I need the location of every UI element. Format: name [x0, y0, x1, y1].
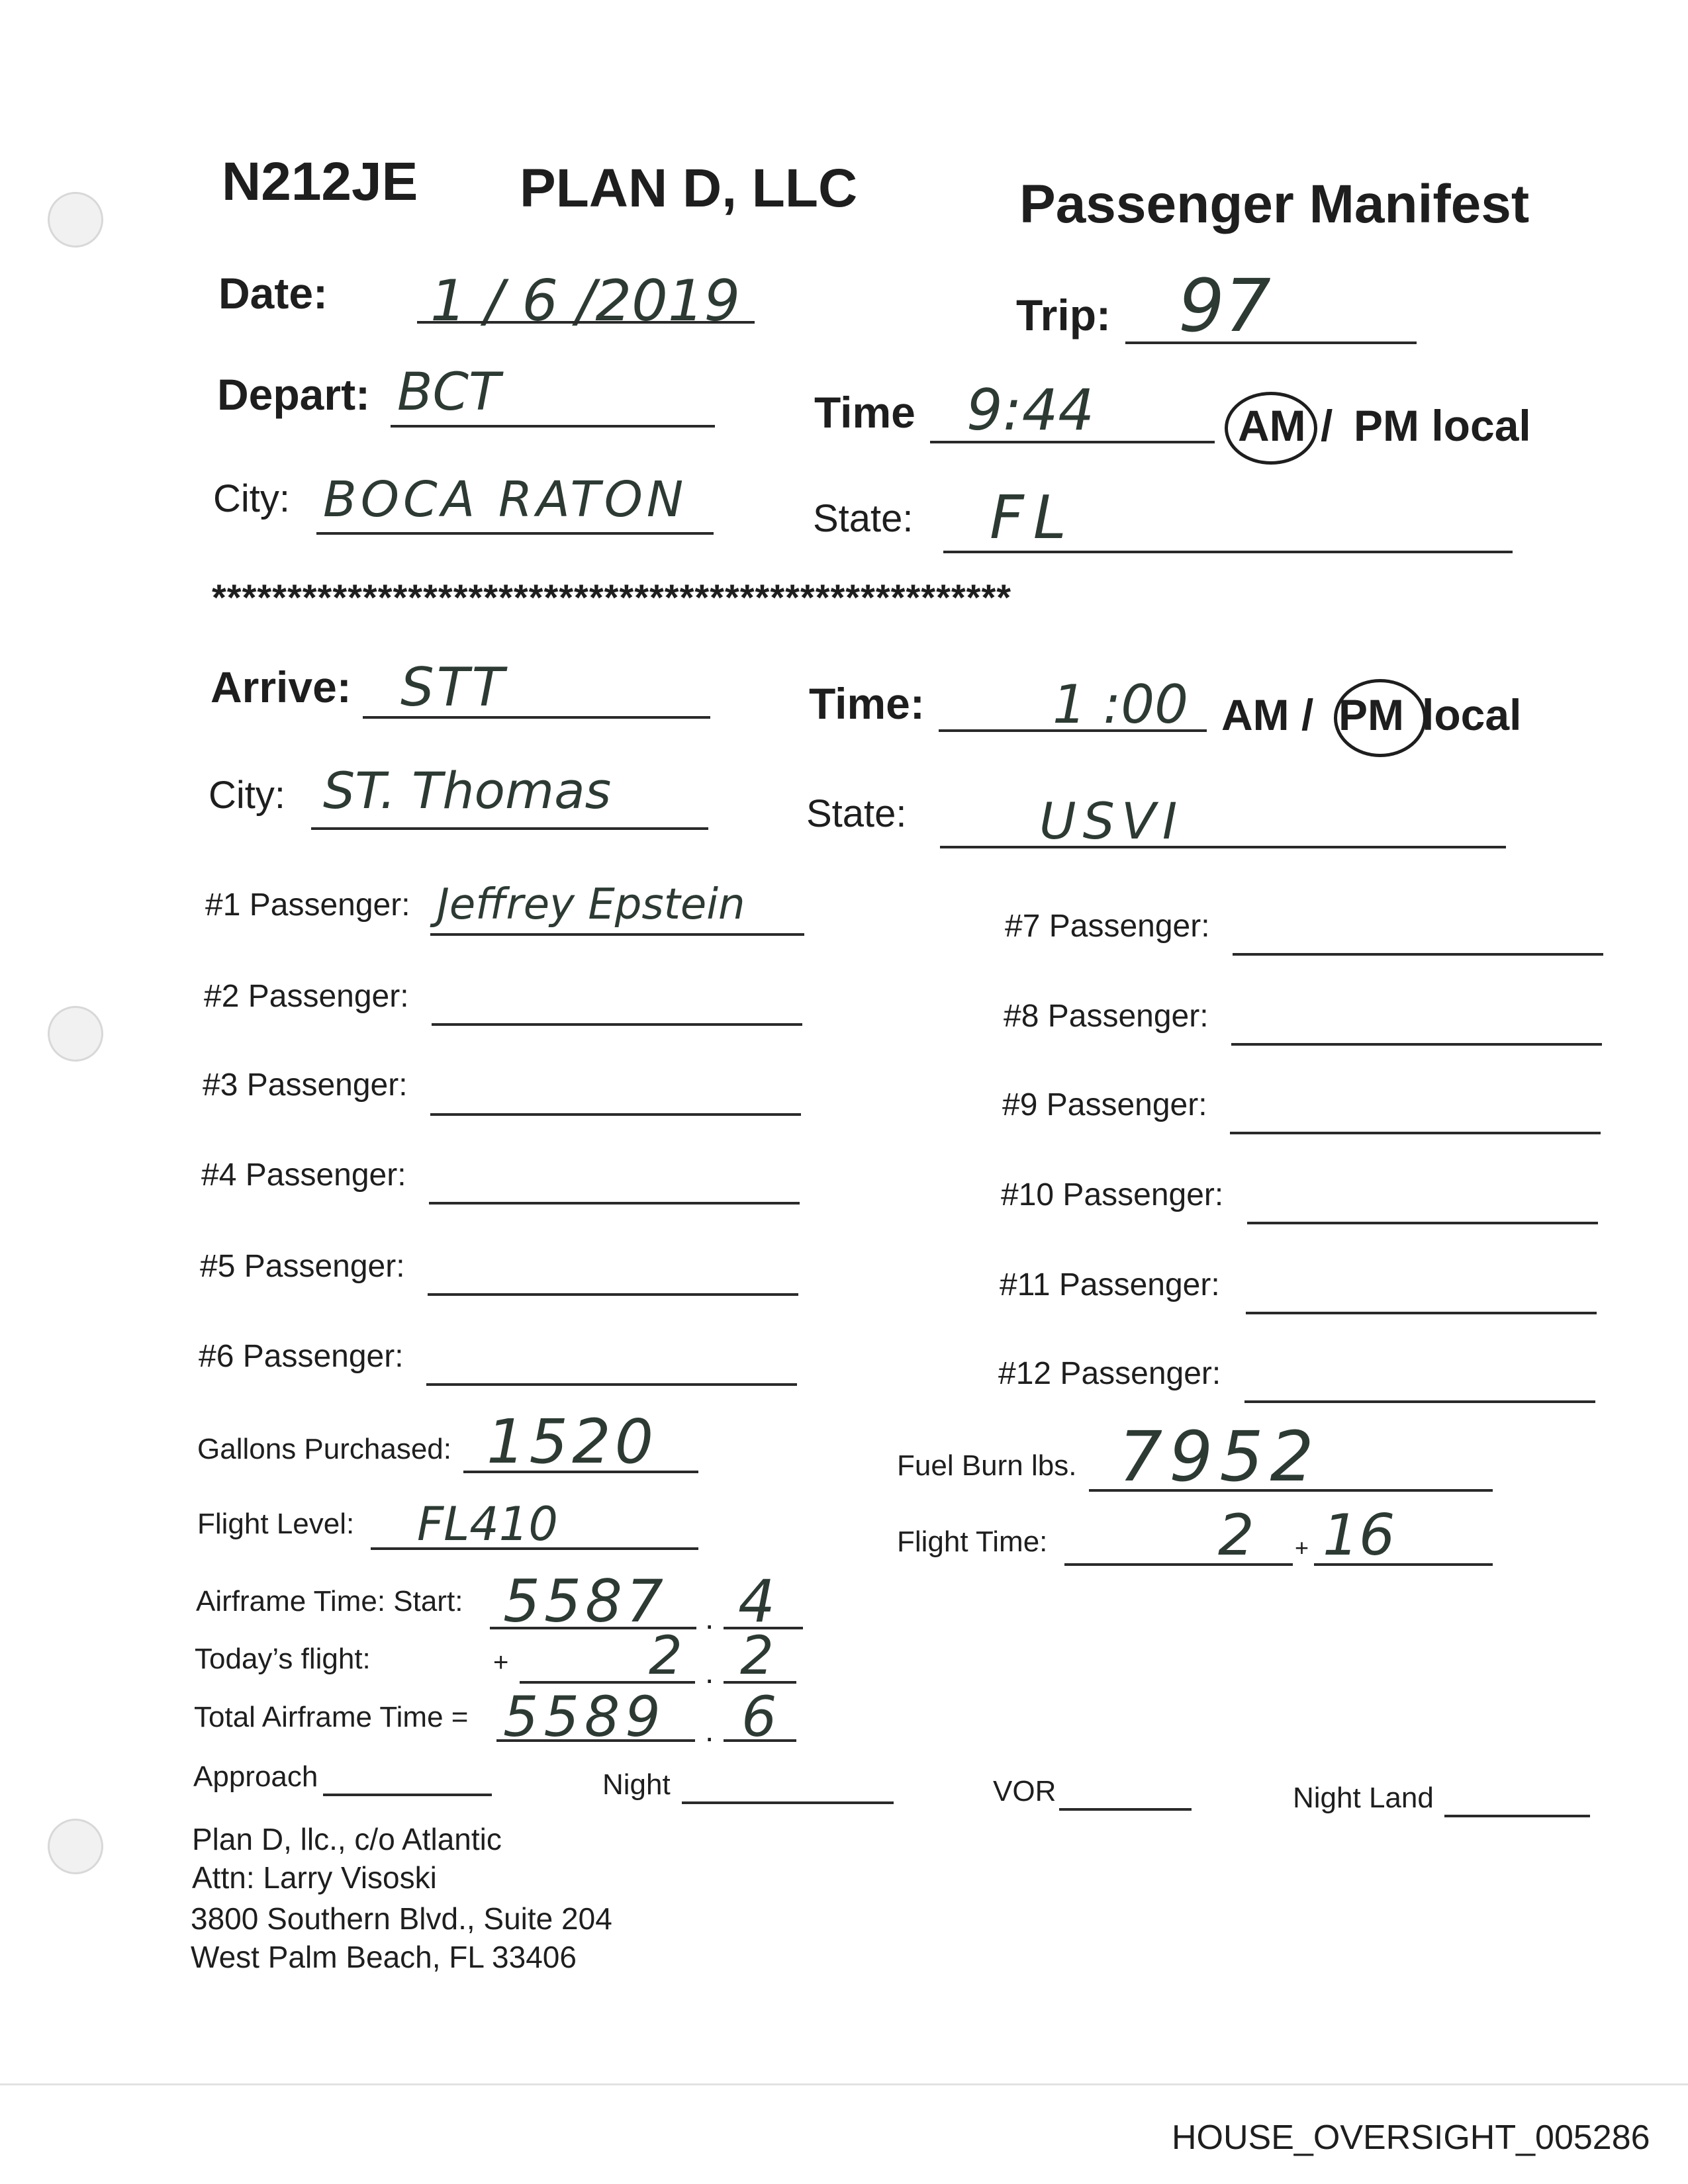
passenger-line: [432, 1023, 802, 1026]
flight-level-line: [371, 1547, 698, 1550]
passenger-label: #9 Passenger:: [1002, 1087, 1207, 1122]
trip-value: 97: [1178, 263, 1271, 348]
date-label: Date:: [218, 269, 328, 318]
address-line-3: 3800 Southern Blvd., Suite 204: [191, 1901, 612, 1936]
flight-time-hours-line: [1064, 1563, 1293, 1566]
depart-pm-local-label: PM local: [1354, 401, 1531, 450]
flight-time-minutes: 16: [1323, 1502, 1395, 1569]
todays-flight-label: Today’s flight:: [195, 1643, 371, 1675]
address-line-2: Attn: Larry Visoski: [192, 1860, 437, 1895]
total-airframe-whole: 5589: [503, 1684, 666, 1749]
fuel-burn-label: Fuel Burn lbs.: [897, 1449, 1077, 1482]
scan-edge: [0, 2083, 1688, 2085]
depart-slash: /: [1321, 401, 1333, 450]
total-airframe-decimal: .: [705, 1713, 714, 1749]
arrive-city-label: City:: [209, 774, 285, 817]
flight-level-value: FL410: [417, 1497, 558, 1551]
address-line-1: Plan D, llc., c/o Atlantic: [192, 1822, 502, 1856]
date-line: [417, 321, 755, 324]
passenger-line: [1233, 953, 1603, 956]
depart-value: BCT: [397, 363, 500, 422]
binder-hole-top: [48, 192, 103, 248]
arrive-label: Arrive:: [211, 662, 352, 711]
arrive-city-line: [311, 827, 708, 830]
passenger-line: [426, 1383, 797, 1386]
arrive-city-value: ST. Thomas: [323, 761, 612, 820]
passenger-label: #11 Passenger:: [1000, 1267, 1220, 1302]
depart-time-line: [930, 441, 1215, 443]
depart-city-label: City:: [213, 477, 290, 520]
binder-hole-middle: [48, 1006, 103, 1062]
flight-time-minutes-line: [1314, 1563, 1493, 1566]
passenger-line: [430, 1113, 801, 1116]
passenger-line: [1244, 1400, 1595, 1403]
arrive-time-line: [939, 729, 1207, 732]
depart-am-label: AM: [1238, 401, 1306, 450]
total-airframe-whole-line: [496, 1739, 695, 1742]
depart-state-value: FL: [990, 483, 1076, 553]
fuel-burn-line: [1089, 1489, 1493, 1492]
page-title: Passenger Manifest: [1019, 174, 1530, 234]
fuel-burn-value: 7952: [1119, 1416, 1321, 1497]
passenger-line: [430, 933, 804, 936]
airframe-start-decimal: .: [705, 1601, 714, 1636]
flight-time-separator: +: [1295, 1534, 1309, 1561]
depart-time-value: 9:44: [966, 377, 1095, 443]
todays-flight-whole-line: [520, 1681, 695, 1684]
company-name: PLAN D, LLC: [520, 158, 858, 218]
vor-label: VOR: [993, 1775, 1056, 1807]
arrive-state-value: USVI: [1039, 792, 1184, 850]
airframe-start-tenth: 4: [738, 1567, 775, 1635]
passenger-name: Jeffrey Epstein: [437, 880, 745, 929]
passenger-label: #7 Passenger:: [1005, 909, 1210, 944]
night-land-line: [1444, 1815, 1590, 1817]
arrive-line: [363, 716, 710, 719]
vor-line: [1059, 1808, 1192, 1811]
flight-level-label: Flight Level:: [197, 1508, 355, 1540]
airframe-start-label: Airframe Time: Start:: [196, 1585, 463, 1617]
passenger-line: [1246, 1312, 1597, 1314]
arrive-pm-label: PM: [1338, 690, 1404, 739]
flight-time-label: Flight Time:: [897, 1525, 1048, 1558]
passenger-label: #2 Passenger:: [204, 979, 409, 1014]
depart-label: Depart:: [217, 370, 371, 419]
approach-label: Approach: [193, 1760, 318, 1793]
gallons-purchased-label: Gallons Purchased:: [197, 1433, 451, 1465]
passenger-label: #1 Passenger:: [205, 887, 410, 923]
night-land-label: Night Land: [1293, 1782, 1434, 1814]
arrive-state-line: [940, 846, 1506, 848]
passenger-label: #6 Passenger:: [199, 1339, 404, 1374]
passenger-label: #10 Passenger:: [1001, 1177, 1224, 1212]
depart-line: [391, 425, 715, 428]
passenger-label: #12 Passenger:: [998, 1356, 1221, 1391]
gallons-purchased-value: 1520: [487, 1406, 658, 1477]
todays-flight-tenth-line: [724, 1681, 796, 1684]
arrive-local-label: local: [1422, 690, 1522, 739]
address-line-4: West Palm Beach, FL 33406: [191, 1940, 577, 1974]
passenger-label: #3 Passenger:: [203, 1068, 408, 1103]
todays-flight-whole: 2: [649, 1625, 682, 1686]
passenger-line: [1247, 1222, 1598, 1224]
arrive-value: STT: [400, 657, 507, 718]
night-line: [682, 1801, 894, 1804]
todays-flight-plus: +: [493, 1648, 509, 1677]
depart-state-label: State:: [813, 497, 914, 540]
passenger-line: [1230, 1132, 1601, 1134]
am-circled-mark: [1225, 392, 1317, 465]
binder-hole-bottom: [48, 1819, 103, 1874]
todays-flight-decimal: .: [705, 1655, 714, 1690]
date-value: 1 / 6 /2019: [430, 268, 741, 334]
pm-circled-mark: [1334, 679, 1427, 757]
passenger-line: [429, 1202, 800, 1205]
approach-line: [323, 1794, 492, 1796]
depart-time-label: Time: [814, 388, 915, 437]
passenger-line: [1231, 1043, 1602, 1046]
trip-line: [1125, 341, 1417, 344]
todays-flight-tenth: 2: [740, 1625, 774, 1686]
passenger-line: [428, 1293, 798, 1296]
trip-label: Trip:: [1016, 291, 1111, 340]
gallons-purchased-line: [463, 1471, 698, 1473]
depart-city-line: [316, 532, 714, 535]
section-separator: *****************************************************: [212, 576, 1012, 618]
total-airframe-label: Total Airframe Time =: [194, 1701, 469, 1733]
arrive-time-value: 1 :00: [1053, 674, 1189, 735]
depart-state-line: [943, 551, 1513, 553]
depart-city-value: BOCA RATON: [323, 471, 688, 528]
tail-number: N212JE: [222, 152, 418, 212]
night-label: Night: [602, 1768, 671, 1801]
arrive-am-label: AM /: [1221, 690, 1314, 739]
total-airframe-tenth: 6: [741, 1684, 777, 1749]
passenger-label: #8 Passenger:: [1004, 999, 1209, 1034]
airframe-start-whole: 5587: [503, 1567, 667, 1635]
arrive-time-label: Time:: [809, 679, 925, 728]
bates-number: HOUSE_OVERSIGHT_005286: [1172, 2118, 1650, 2157]
passenger-label: #4 Passenger:: [201, 1158, 406, 1193]
flight-time-hours: 2: [1218, 1502, 1254, 1569]
total-airframe-tenth-line: [724, 1739, 796, 1742]
arrive-state-label: State:: [806, 792, 907, 835]
passenger-label: #5 Passenger:: [200, 1249, 405, 1284]
